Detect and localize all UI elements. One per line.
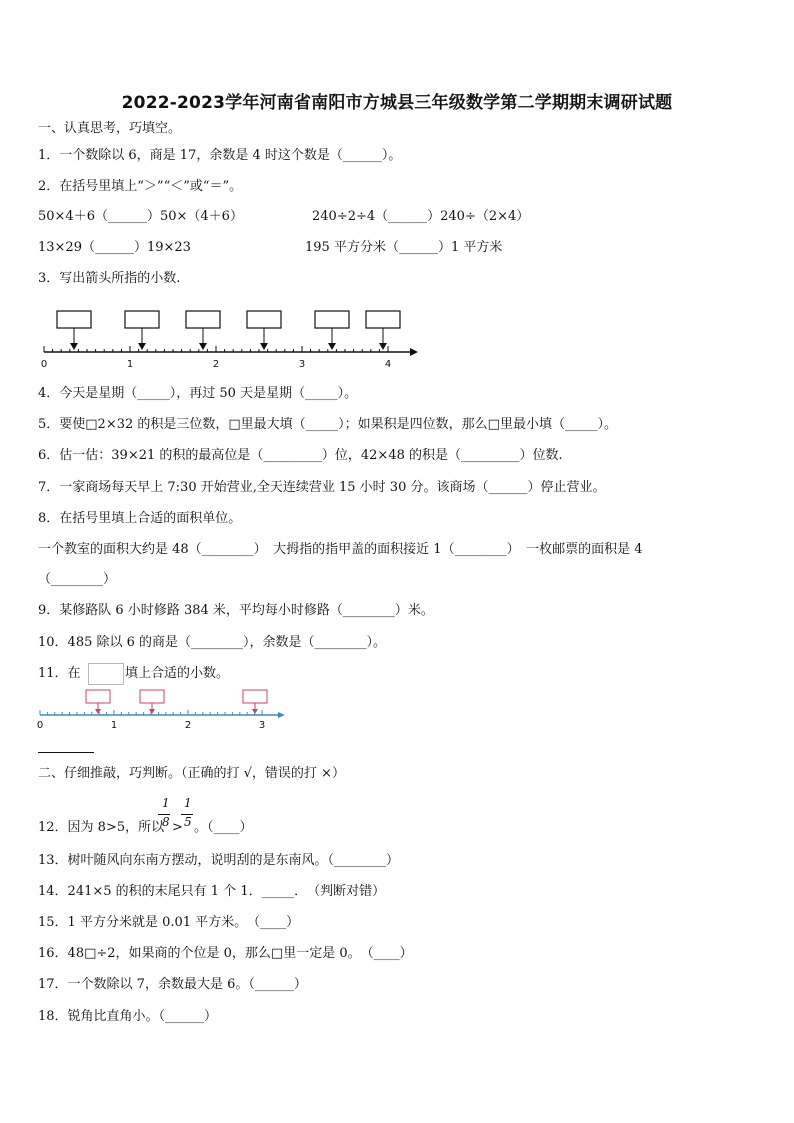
question-11-prefix: 11．在 xyxy=(38,666,81,681)
fraction-numerator: 1 xyxy=(162,796,170,810)
sample-box xyxy=(88,663,124,685)
question-12-suffix: 。（____） xyxy=(194,820,253,835)
answer-box xyxy=(186,311,220,328)
answer-box xyxy=(86,690,110,703)
question-5: 5．要使□2×32 的积是三位数，□里最大填（_____）；如果积是四位数，那么□里最小填（_____）。 xyxy=(38,417,617,432)
tick-label-1: 1 xyxy=(126,359,134,370)
question-17: 17．一个数除以 7，余数最大是 6。（______） xyxy=(38,977,307,992)
question-4: 4．今天是星期（_____），再过 50 天是星期（_____）。 xyxy=(38,386,358,401)
question-2b: 240÷2÷4（______）240÷（2×4） xyxy=(312,209,530,224)
section-1-heading: 一、认真思考，巧填空。 xyxy=(38,121,182,136)
answer-blank xyxy=(38,752,94,753)
axis-arrow-icon xyxy=(410,348,418,356)
question-6: 6．估一估：39×21 的积的最高位是（_________）位，42×48 的积是（_________）位数. xyxy=(38,448,563,463)
arrow-icon xyxy=(260,343,268,350)
question-2c: 13×29（______）19×23 xyxy=(38,240,191,255)
tick-label-4: 4 xyxy=(384,359,392,370)
tick-label-1: 1 xyxy=(110,720,118,731)
answer-box xyxy=(57,311,91,328)
question-18: 18．锐角比直角小。（______） xyxy=(38,1009,218,1024)
arrow-icon xyxy=(199,343,207,350)
answer-box xyxy=(366,311,400,328)
fraction-denominator: 5 xyxy=(184,815,192,829)
tick-label-2: 2 xyxy=(212,359,220,370)
number-line-q11 xyxy=(36,688,288,730)
arrow-icon xyxy=(95,709,101,714)
greater-than-sign: > xyxy=(172,820,183,835)
question-15: 15．1 平方分米就是 0.01 平方米。 （____） xyxy=(38,915,300,930)
arrow-icon xyxy=(138,343,146,350)
question-8a: 一个教室的面积大约是 48（________） 大拇指的指甲盖的面积接近 1（________） 一枚邮票的面积是 4 xyxy=(38,542,643,557)
question-10: 10．485 除以 6 的商是（________），余数是（________）。 xyxy=(38,635,387,650)
arrow-icon xyxy=(70,343,78,350)
fraction-numerator: 1 xyxy=(184,796,192,810)
tick-label-3: 3 xyxy=(258,720,266,731)
question-8b: （________） xyxy=(38,572,117,587)
tick-label-0: 0 xyxy=(36,720,44,731)
arrow-icon xyxy=(149,709,155,714)
question-13: 13．树叶随风向东南方摆动，说明刮的是东南风。（________） xyxy=(38,853,400,868)
tick-label-2: 2 xyxy=(184,720,192,731)
arrow-icon xyxy=(328,343,336,350)
tick-label-3: 3 xyxy=(298,359,306,370)
question-2d: 195 平方分米（______）1 平方米 xyxy=(305,240,503,255)
question-9: 9．某修路队 6 小时修路 384 米，平均每小时修路（________）米。 xyxy=(38,603,434,618)
page-title: 2022-2023学年河南省南阳市方城县三年级数学第二学期期末调研试题 xyxy=(121,93,673,113)
answer-box xyxy=(140,690,164,703)
arrow-icon xyxy=(379,343,387,350)
question-16: 16．48□÷2，如果商的个位是 0，那么□里一定是 0。 （____） xyxy=(38,946,413,961)
answer-box xyxy=(247,311,281,328)
question-2a: 50×4＋6（______）50×（4＋6） xyxy=(38,209,243,224)
tick-label-0: 0 xyxy=(40,359,48,370)
question-14: 14．241×5 的积的末尾只有 1 个 1．_____． （判断对错） xyxy=(38,884,386,899)
question-7: 7．一家商场每天早上 7:30 开始营业,全天连续营业 15 小时 30 分。该商场（______）停止营业。 xyxy=(38,480,606,495)
question-8: 8．在括号里填上合适的面积单位。 xyxy=(38,511,242,526)
fraction-denominator: 8 xyxy=(162,815,170,829)
question-2: 2．在括号里填上“＞”“＜”或“＝”。 xyxy=(38,179,243,194)
question-3: 3．写出箭头所指的小数. xyxy=(38,271,181,286)
answer-box xyxy=(125,311,159,328)
section-2-heading: 二、仔细推敲，巧判断。（正确的打 √，错误的打 ×） xyxy=(38,766,345,781)
question-12-prefix: 12．因为 8>5，所以 xyxy=(38,820,165,835)
question-1: 1．一个数除以 6，商是 17，余数是 4 时这个数是（______）。 xyxy=(38,148,402,163)
axis-arrow-icon xyxy=(278,712,285,718)
answer-box xyxy=(315,311,349,328)
question-11-suffix: 填上合适的小数。 xyxy=(125,666,230,681)
answer-box xyxy=(243,690,267,703)
number-line-q3 xyxy=(38,305,418,375)
